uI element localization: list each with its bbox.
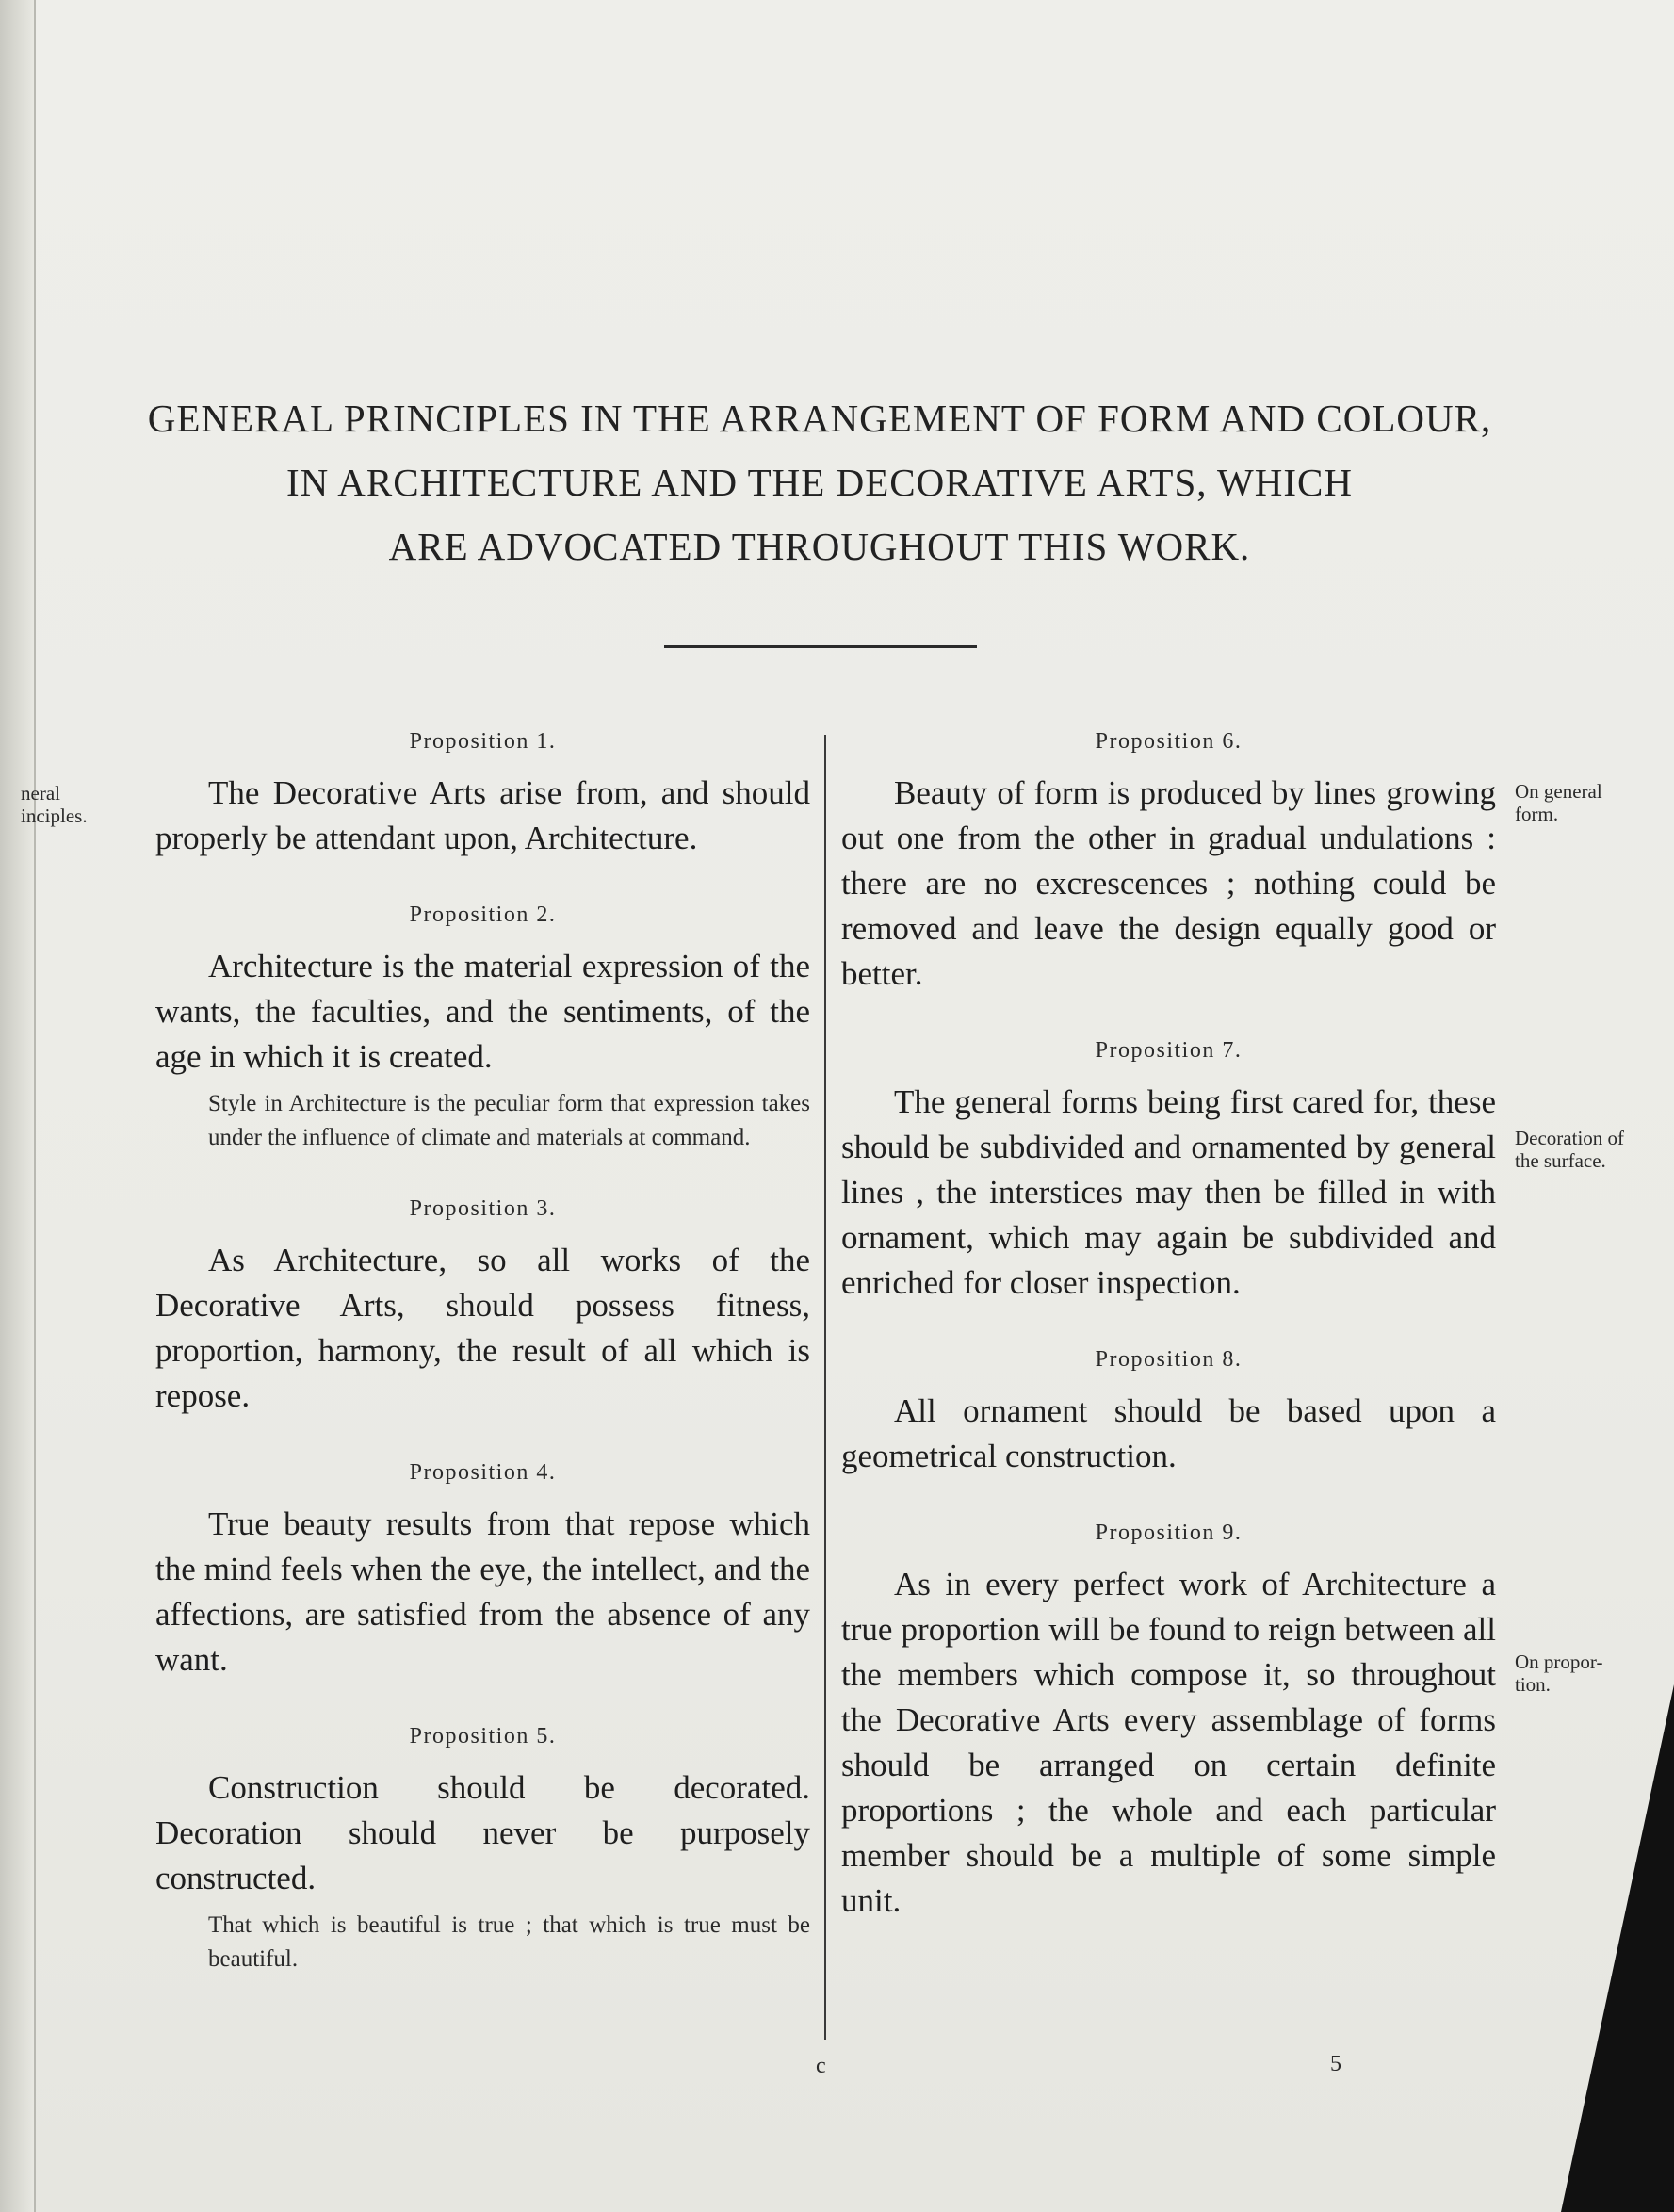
proposition-text: All ornament should be based upon a geometrical construction. (841, 1392, 1496, 1474)
proposition-text: Beauty of form is produced by lines growing out one from the other in gradual undulations : there are no excrescences ; nothing could be removed and leave the design equally good or better. (841, 774, 1496, 992)
title-line-3: ARE ADVOCATED THROUGHOUT THIS WORK. (388, 525, 1251, 568)
proposition-heading: Proposition 7. (1095, 1038, 1243, 1063)
marginal-note-general-principles (21, 782, 88, 827)
proposition-heading: Proposition 3. (409, 1196, 557, 1221)
proposition-text: True beauty results from that repose which the mind feels when the eye, the intellect, and the affections, are satisfied from the absence of any want. (155, 1505, 810, 1678)
proposition-text: As Architecture, so all works of the Decorative Arts, should possess fitness, proportion, harmony, the result of all which is repose. (155, 1242, 810, 1414)
page-number: 5 (1330, 2052, 1341, 2076)
marginal-note-line: tion. (1515, 1673, 1551, 1696)
proposition-text: The Decorative Arts arise from, and should properly be attendant upon, Architecture. (155, 774, 810, 856)
title-line-2: IN ARCHITECTURE AND THE DECORATIVE ARTS, WHICH (286, 461, 1353, 504)
page-corner-shadow (1561, 1684, 1674, 2212)
page-binding-edge (0, 0, 36, 2212)
signature-mark: c (816, 2054, 826, 2078)
marginal-note-general-form (1515, 780, 1602, 825)
marginal-note-line: inciples. (21, 805, 88, 827)
proposition-text: The general forms being first cared for, these should be subdivided and ornamented by general lines , the interstices may then be filled in with ornament, which may again be subdivided and enriched for closer inspection. (841, 1083, 1496, 1301)
proposition-text: Construction should be decorated. Decoration should never be purposely constructed. (155, 1769, 810, 1896)
proposition-heading: Proposition 4. (409, 1460, 557, 1485)
right-column (841, 725, 1496, 1924)
proposition-text: Architecture is the material expression of the wants, the faculties, and the sentiments, of the age in which it is created. (155, 948, 810, 1075)
marginal-note-decoration-surface (1515, 1127, 1624, 1172)
proposition-heading: Proposition 1. (409, 729, 557, 754)
marginal-note-line: On propor- (1515, 1651, 1603, 1673)
marginal-note-line: On general (1515, 780, 1602, 803)
title-rule (664, 645, 977, 648)
marginal-note-line: Decoration of (1515, 1127, 1625, 1149)
proposition-heading: Proposition 5. (409, 1724, 557, 1748)
proposition-heading: Proposition 8. (1095, 1347, 1243, 1372)
proposition-heading: Proposition 9. (1095, 1521, 1243, 1545)
page-title (0, 386, 1639, 578)
proposition-note: Style in Architecture is the peculiar form that expression takes under the influence of climate and materials at command. (208, 1091, 810, 1150)
column-divider (824, 735, 826, 2040)
proposition-note: That which is beautiful is true ; that which is true must be beautiful. (208, 1912, 810, 1972)
proposition-heading: Proposition 2. (409, 903, 557, 927)
marginal-note-line: form. (1515, 803, 1559, 825)
marginal-note-line: the surface. (1515, 1149, 1606, 1172)
marginal-note-line: neral (21, 782, 60, 805)
title-line-1: GENERAL PRINCIPLES IN THE ARRANGEMENT OF FORM AND COLOUR, (147, 397, 1492, 440)
left-column (155, 725, 810, 1976)
proposition-heading: Proposition 6. (1095, 729, 1243, 754)
proposition-text: As in every perfect work of Architecture a true proportion will be found to reign between all the members which compose it, so throughout the Decorative Arts every assemblage of forms should be arranged on certain definite proportions ; the whole and each particular member should be a multiple of some simple unit. (841, 1566, 1496, 1919)
